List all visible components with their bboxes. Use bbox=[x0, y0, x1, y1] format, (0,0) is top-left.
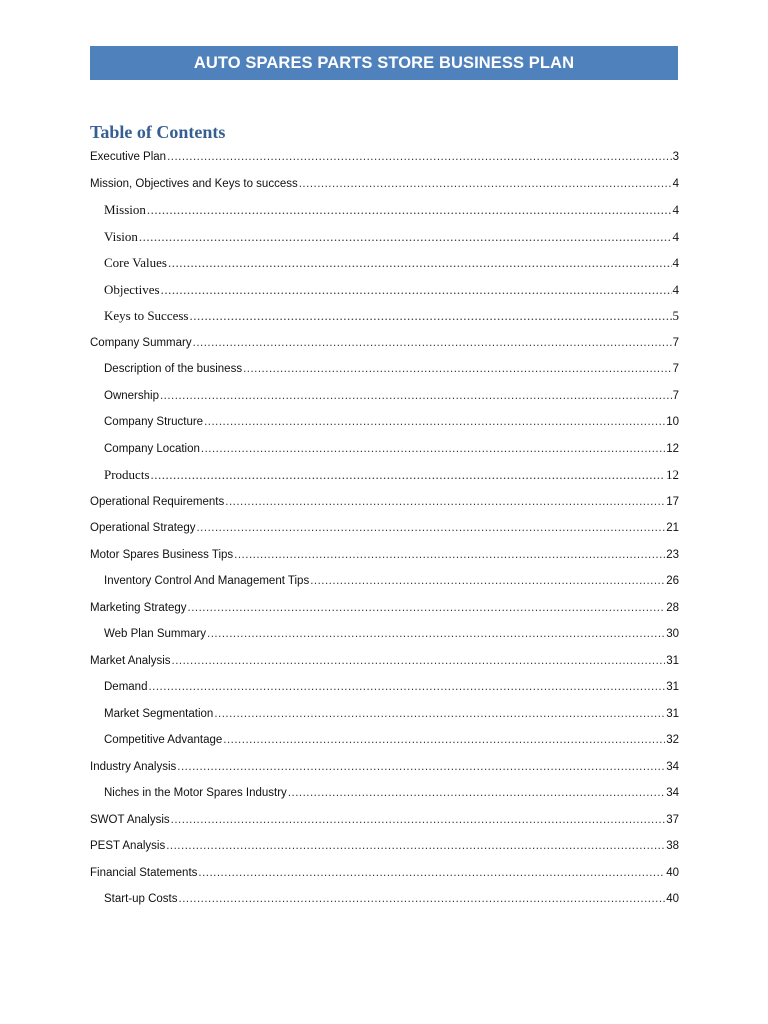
toc-entry-page: 32 bbox=[666, 734, 679, 746]
toc-entry-title: PEST Analysis bbox=[90, 840, 166, 852]
toc-entry-title: Financial Statements bbox=[90, 866, 198, 879]
toc-entry-page: 12 bbox=[666, 467, 679, 482]
toc-entry-page: 31 bbox=[666, 681, 679, 693]
toc-entry-page: 12 bbox=[666, 442, 679, 455]
toc-dot-leader bbox=[168, 250, 672, 277]
toc-entry[interactable] bbox=[90, 860, 679, 887]
toc-entry-title: Market Segmentation bbox=[104, 707, 214, 720]
toc-entry[interactable] bbox=[90, 462, 679, 489]
toc-entry-title: Objectives bbox=[104, 281, 160, 297]
toc-dot-leader bbox=[161, 277, 672, 304]
toc-entry-page: 23 bbox=[666, 548, 679, 561]
toc-entry-page: 5 bbox=[672, 308, 679, 323]
toc-entry[interactable] bbox=[90, 621, 679, 648]
toc-entry[interactable] bbox=[90, 489, 679, 516]
toc-dot-leader bbox=[234, 542, 665, 569]
toc-dot-leader bbox=[151, 462, 666, 489]
toc-entry-page: 30 bbox=[666, 628, 679, 640]
toc-entry-title: Executive Plan bbox=[90, 151, 167, 163]
toc-entry-title: Operational Strategy bbox=[90, 522, 196, 534]
toc-entry-title: Description of the business bbox=[104, 363, 243, 375]
toc-entry[interactable] bbox=[90, 542, 679, 569]
toc-entry-page: 7 bbox=[672, 336, 679, 349]
table-of-contents bbox=[90, 144, 679, 913]
toc-entry-title: Company Structure bbox=[104, 416, 204, 428]
toc-entry-title: Competitive Advantage bbox=[104, 734, 223, 746]
toc-entry-page: 4 bbox=[672, 228, 679, 244]
toc-entry-page: 40 bbox=[666, 866, 679, 879]
toc-dot-leader bbox=[148, 674, 665, 701]
toc-entry-page: 21 bbox=[666, 522, 679, 534]
toc-entry-title: Niches in the Motor Spares Industry bbox=[104, 787, 287, 799]
toc-entry-title: Industry Analysis bbox=[90, 760, 177, 773]
toc-dot-leader bbox=[177, 754, 665, 781]
toc-dot-leader bbox=[288, 780, 665, 807]
toc-dot-leader bbox=[190, 303, 672, 330]
toc-dot-leader bbox=[193, 330, 672, 357]
toc-dot-leader bbox=[196, 515, 665, 542]
toc-entry-page: 4 bbox=[672, 255, 679, 270]
toc-entry-title: Keys to Success bbox=[104, 308, 189, 323]
toc-entry-page: 26 bbox=[666, 575, 679, 587]
toc-dot-leader bbox=[310, 568, 665, 595]
toc-entry[interactable] bbox=[90, 330, 679, 357]
toc-entry-page: 31 bbox=[666, 654, 679, 667]
toc-entry[interactable] bbox=[90, 356, 679, 383]
toc-entry-page: 7 bbox=[672, 389, 679, 402]
toc-entry[interactable] bbox=[90, 780, 679, 807]
toc-entry[interactable] bbox=[90, 224, 679, 251]
toc-dot-leader bbox=[179, 886, 666, 913]
toc-entry-page: 4 bbox=[672, 281, 679, 297]
toc-entry-page: 34 bbox=[666, 787, 679, 799]
toc-entry[interactable] bbox=[90, 568, 679, 595]
toc-entry-title: Core Values bbox=[104, 255, 167, 270]
toc-entry-title: Demand bbox=[104, 681, 148, 693]
toc-entry[interactable] bbox=[90, 886, 679, 913]
title-banner bbox=[90, 46, 678, 80]
toc-entry[interactable] bbox=[90, 515, 679, 542]
toc-entry[interactable] bbox=[90, 250, 679, 277]
toc-entry-page: 10 bbox=[666, 416, 679, 428]
toc-entry[interactable] bbox=[90, 674, 679, 701]
toc-entry[interactable] bbox=[90, 383, 679, 410]
toc-entry-title: Company Location bbox=[104, 442, 200, 455]
toc-heading: Table of Contents bbox=[90, 122, 226, 142]
toc-entry-title: Vision bbox=[104, 228, 138, 244]
toc-entry-title: Products bbox=[104, 467, 150, 482]
toc-dot-leader bbox=[147, 197, 672, 224]
toc-entry-title: Start-up Costs bbox=[104, 893, 178, 905]
toc-entry[interactable] bbox=[90, 409, 679, 436]
toc-dot-leader bbox=[207, 621, 665, 648]
toc-entry-page: 37 bbox=[666, 813, 679, 826]
toc-dot-leader bbox=[160, 383, 672, 410]
toc-entry-title: Marketing Strategy bbox=[90, 601, 187, 614]
toc-entry-title: Operational Requirements bbox=[90, 495, 225, 508]
toc-entry-title: Ownership bbox=[104, 389, 159, 402]
toc-entry-title: Inventory Control And Management Tips bbox=[104, 575, 310, 587]
toc-entry[interactable] bbox=[90, 197, 679, 224]
toc-entry[interactable] bbox=[90, 303, 679, 330]
toc-dot-leader bbox=[167, 144, 672, 171]
toc-entry-page: 34 bbox=[666, 760, 679, 773]
toc-entry[interactable] bbox=[90, 833, 679, 860]
toc-dot-leader bbox=[171, 807, 666, 834]
toc-entry-page: 40 bbox=[666, 893, 679, 905]
toc-entry[interactable] bbox=[90, 144, 679, 171]
toc-entry[interactable] bbox=[90, 595, 679, 622]
toc-dot-leader bbox=[225, 489, 665, 516]
toc-entry-page: 38 bbox=[666, 840, 679, 852]
toc-entry-title: SWOT Analysis bbox=[90, 813, 170, 826]
toc-entry-title: Motor Spares Business Tips bbox=[90, 548, 234, 561]
toc-entry-title: Company Summary bbox=[90, 336, 192, 349]
toc-dot-leader bbox=[204, 409, 665, 436]
toc-entry[interactable] bbox=[90, 701, 679, 728]
toc-entry[interactable] bbox=[90, 436, 679, 463]
toc-entry-title: Web Plan Summary bbox=[104, 628, 207, 640]
toc-dot-leader bbox=[166, 833, 665, 860]
toc-entry-title: Mission bbox=[104, 202, 146, 217]
toc-entry[interactable] bbox=[90, 171, 679, 198]
toc-entry-title: Mission, Objectives and Keys to success bbox=[90, 177, 298, 190]
toc-dot-leader bbox=[198, 860, 665, 887]
toc-dot-leader bbox=[243, 356, 672, 383]
toc-entry[interactable] bbox=[90, 754, 679, 781]
toc-entry-page: 4 bbox=[672, 202, 679, 217]
toc-dot-leader bbox=[214, 701, 665, 728]
toc-dot-leader bbox=[139, 224, 672, 251]
toc-dot-leader bbox=[223, 727, 665, 754]
document-title: AUTO SPARES PARTS STORE BUSINESS PLAN bbox=[193, 53, 575, 72]
toc-entry-page: 17 bbox=[666, 495, 679, 508]
toc-dot-leader bbox=[299, 171, 672, 198]
toc-entry[interactable] bbox=[90, 277, 679, 304]
toc-entry[interactable] bbox=[90, 648, 679, 675]
toc-entry[interactable] bbox=[90, 727, 679, 754]
toc-entry-title: Market Analysis bbox=[90, 654, 171, 667]
toc-entry-page: 31 bbox=[666, 707, 679, 720]
toc-entry-page: 28 bbox=[666, 601, 679, 614]
toc-entry-page: 7 bbox=[672, 363, 679, 375]
toc-entry[interactable] bbox=[90, 807, 679, 834]
toc-dot-leader bbox=[172, 648, 666, 675]
toc-dot-leader bbox=[188, 595, 666, 622]
toc-dot-leader bbox=[201, 436, 665, 463]
toc-entry-page: 3 bbox=[672, 151, 679, 163]
toc-entry-page: 4 bbox=[672, 177, 679, 190]
